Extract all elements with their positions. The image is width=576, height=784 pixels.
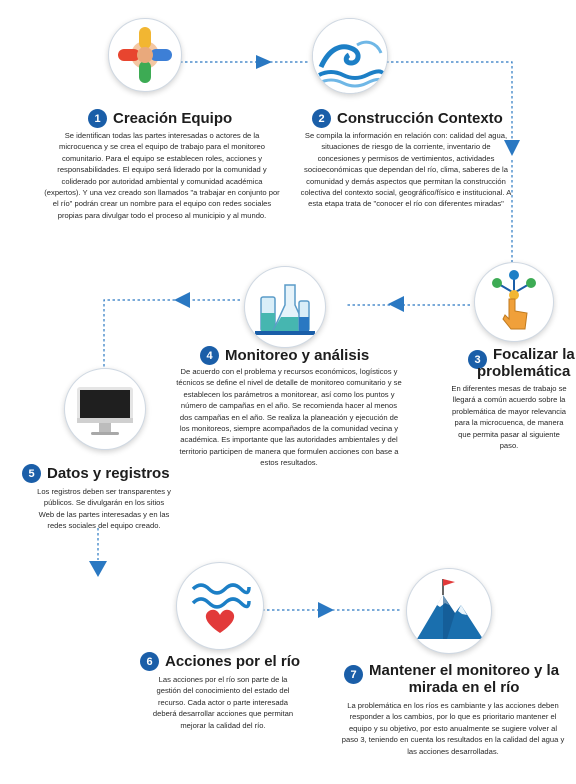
step-7-description: La problemática en los ríos es cambiante y las acciones deben responder a los cambios, por lo que es prioritario mantener el equipo y su objetivo, por esto anualmente se sugiere volver al paso 3, teniendo en cuenta los resultados en la calidad del agua y las acciones desarrolladas.	[341, 701, 565, 756]
step-6-heading	[140, 652, 300, 671]
wave-icon	[312, 18, 388, 94]
step-3-heading	[468, 346, 575, 380]
lab-flask-icon	[244, 266, 326, 348]
step-4-title: Monitoreo y análisis	[225, 347, 370, 364]
step-7-heading	[344, 662, 559, 696]
step-3-title-line-2: problemática	[477, 363, 571, 380]
step-3-description: En diferentes mesas de trabajo se llegará a común acuerdo sobre la problemática de mayor relevancia para la microcuenca, de manera que permita pasar al siguiente paso.	[451, 384, 567, 451]
arrow-6-to-7	[318, 602, 334, 618]
step-1-description: Se identifican todas las partes interesadas o actores de la microcuenca y se crea el equipo de trabajo para el monitoreo comunitario. Para el equipo se establecen roles, acciones y responsabilidades. El equipo será liderado por la comunidad y coliderado por autoridad ambiental y comunidad académica (expertos). Y una vez creado son llamados "a trabajar en conjunto por el río" podrán crear un nombre para el equipo con redes sociales propias para divulgar todo el proceso al municipio y al mundo.	[44, 131, 280, 220]
step-7-title-line-2: mirada en el río	[408, 679, 520, 696]
river-heart-icon	[176, 562, 264, 650]
mountain-flag-icon	[406, 568, 492, 654]
step-5-description: Los registros deben ser transparentes y públicos. Se divulgarán en los sitios Web de las partes interesadas y en las redes sociales del equipo creado.	[37, 487, 171, 531]
step-6-number: 6	[140, 652, 159, 671]
step-4-number: 4	[200, 346, 219, 365]
step-5-heading	[22, 464, 170, 483]
step-7-number: 7	[344, 665, 363, 684]
step-4-description: De acuerdo con el problema y recursos económicos, logísticos y técnicos se define el nivel de detalle de monitoreo comunitario y se establecen los parámetros a monitorear, así como los puntos y número de campañas en el año. Se recomienda hacer al menos dos campañas en el año. Se realiza la planeación y ejecución de los monitoreos, siempre acompañados de la comunidad vecina y académica. Es importante que las autoridades ambientales y del territorio participen de manera que formulen acciones con base a estos resultados.	[176, 367, 402, 468]
step-2-heading	[312, 109, 503, 128]
arrow-3-to-4	[388, 296, 404, 312]
step-5-number: 5	[22, 464, 41, 483]
arrow-1-to-2	[256, 55, 272, 69]
step-5-title: Datos y registros	[47, 465, 170, 482]
step-3-number: 3	[468, 350, 487, 369]
step-6-description: Las acciones por el río son parte de la gestión del conocimiento del estado del recurso. Cada actor o parte interesada deberá desarrollar acciones que permitan mejorar la calidad del río.	[152, 675, 294, 730]
touch-network-icon	[474, 262, 554, 342]
team-hands-icon	[108, 18, 182, 92]
arrow-4-to-5	[174, 292, 190, 308]
arrow-5-to-6	[89, 561, 107, 577]
step-1-number: 1	[88, 109, 107, 128]
step-4-heading	[200, 346, 369, 365]
step-2-title: Construcción Contexto	[337, 110, 503, 127]
step-6-title: Acciones por el río	[165, 653, 301, 670]
computer-monitor-icon	[64, 368, 146, 450]
step-1-heading	[88, 109, 232, 128]
step-2-number: 2	[312, 109, 331, 128]
step-7-title-line-1: Mantener el monitoreo y la	[369, 662, 560, 679]
step-1-title: Creación Equipo	[113, 110, 233, 127]
step-2-description: Se compila la información en relación con: calidad del agua, situaciones de riesgo de la corriente, inventario de concesiones y permisos de vertimientos, actividades socioeconómicas que dependan del río, clima, saberes de la comunidad y demás aspectos que permitan la construcción colectiva del contexto social, geográfico/físico e institucional. A esta etapa trata de "conocer el río con diferentes miradas"	[300, 131, 512, 209]
step-3-title-line-1: Focalizar la	[493, 346, 575, 363]
